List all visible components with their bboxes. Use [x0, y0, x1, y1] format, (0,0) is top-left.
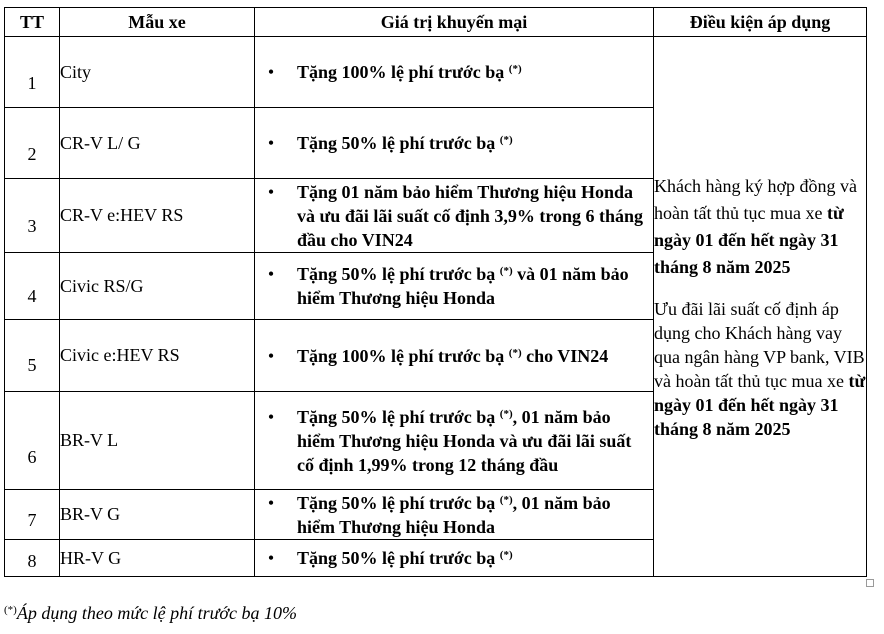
promotion-value: [255, 179, 654, 253]
footnote: [4, 603, 297, 624]
promotion-value: [255, 37, 654, 108]
promotion-item: [255, 60, 653, 84]
row-number-cell: [5, 540, 60, 577]
promotion-item: [255, 344, 653, 368]
promotion-value: [255, 108, 654, 179]
promotion-text-cont: và 01 năm bảo hiểm Thương hiệu Honda: [297, 264, 629, 308]
promotion-text: Tặng 50% lệ phí trước bạ: [297, 406, 500, 427]
header-model: Mẫu xe: [60, 8, 255, 37]
header-condition: Điều kiện áp dụng: [654, 8, 867, 37]
promotion-text: Tặng 50% lệ phí trước bạ: [297, 548, 500, 568]
condition-cell: [654, 37, 867, 577]
footnote-mark: (*): [4, 604, 17, 616]
promotion-value: [255, 320, 654, 392]
model-name: HR-V G: [60, 540, 255, 577]
promotion-table: [4, 7, 867, 577]
bullet-icon: •: [267, 133, 275, 153]
header-value: Giá trị khuyến mại: [255, 8, 654, 37]
table-row: [5, 37, 867, 108]
row-number: 7: [27, 510, 37, 530]
row-number: 3: [27, 216, 37, 236]
condition-text: Khách hàng ký hợp đồng và hoàn tất thủ tục mua xe: [654, 175, 857, 223]
model-name: BR-V G: [60, 490, 255, 540]
promotion-text: Tặng 50% lệ phí trước bạ: [297, 264, 500, 284]
bullet-icon: •: [267, 406, 275, 427]
condition-paragraph-1: [654, 173, 866, 281]
model-name: CR-V e:HEV RS: [60, 179, 255, 253]
bullet-icon: •: [267, 62, 275, 82]
footnote-mark: (*): [499, 134, 513, 146]
row-number: 8: [27, 551, 37, 571]
bullet-icon: •: [267, 181, 275, 202]
bullet-icon: •: [267, 345, 275, 366]
row-number-cell: [5, 179, 60, 253]
model-name: City: [60, 37, 255, 108]
model-name: CR-V L/ G: [60, 108, 255, 179]
condition-paragraph-2: [654, 297, 866, 441]
model-name: Civic e:HEV RS: [60, 320, 255, 392]
promotion-text: Tặng 50% lệ phí trước bạ: [297, 133, 500, 153]
row-number-cell: [5, 253, 60, 320]
promotion-item: [255, 262, 653, 310]
promotion-text-cont: , 01 năm bảo hiểm Thương hiệu Honda và ưu đãi lãi suất cố định 1,99% trong 12 tháng đầu: [297, 406, 632, 475]
footnote-mark: (*): [499, 549, 513, 561]
promotion-item: [255, 180, 653, 252]
promotion-text: Tặng 100% lệ phí trước bạ: [297, 345, 509, 366]
promotion-item: [255, 405, 653, 477]
footnote-mark: (*): [499, 493, 513, 506]
promotion-value: [255, 253, 654, 320]
row-number: 6: [27, 447, 37, 467]
promotion-value: [255, 540, 654, 577]
condition-date-range: từ ngày 01 đến hết ngày 31 tháng 8 năm 2025: [654, 202, 844, 277]
promotion-value: [255, 490, 654, 540]
footnote-mark: (*): [499, 265, 513, 277]
promotion-text-cont: cho VIN24: [521, 345, 609, 366]
row-number: 4: [27, 285, 37, 306]
bullet-icon: •: [267, 492, 275, 513]
row-number: 1: [27, 72, 37, 93]
promotion-text-cont: , 01 năm bảo hiểm Thương hiệu Honda: [297, 492, 611, 537]
footnote-mark: (*): [499, 407, 513, 420]
row-number: 2: [27, 143, 37, 164]
promotion-text: Tặng 01 năm bảo hiểm Thương hiệu Honda và ưu đãi lãi suất cố định 3,9% trong 6 tháng đầu cho VIN24: [297, 181, 644, 250]
header-tt: TT: [5, 8, 60, 37]
promotion-item: [255, 131, 653, 155]
condition-text: Ưu đãi lãi suất cố định áp dụng cho Khách hàng vay qua ngân hàng VP bank, VIB và hoàn tất thủ tục mua xe: [654, 298, 865, 391]
bullet-icon: •: [267, 264, 275, 284]
bullet-icon: •: [267, 548, 275, 568]
condition-date-range: từ ngày 01 đến hết ngày 31 tháng 8 năm 2025: [654, 370, 866, 439]
model-name: Civic RS/G: [60, 253, 255, 320]
promotion-text: Tặng 50% lệ phí trước bạ: [297, 492, 500, 513]
table-resize-handle[interactable]: [866, 579, 874, 587]
row-number-cell: [5, 37, 60, 108]
row-number-cell: [5, 320, 60, 392]
footnote-mark: (*): [508, 346, 522, 359]
table-header-row: [5, 8, 867, 37]
footnote-mark: (*): [508, 63, 522, 75]
row-number-cell: [5, 490, 60, 540]
model-name: BR-V L: [60, 392, 255, 490]
promotion-value: [255, 392, 654, 490]
promotion-item: [255, 491, 653, 539]
row-number-cell: [5, 392, 60, 490]
footnote-text: Áp dụng theo mức lệ phí trước bạ 10%: [16, 603, 298, 623]
promotion-text: Tặng 100% lệ phí trước bạ: [297, 62, 509, 82]
row-number: 5: [27, 355, 37, 375]
row-number-cell: [5, 108, 60, 179]
promotion-item: [255, 546, 653, 570]
